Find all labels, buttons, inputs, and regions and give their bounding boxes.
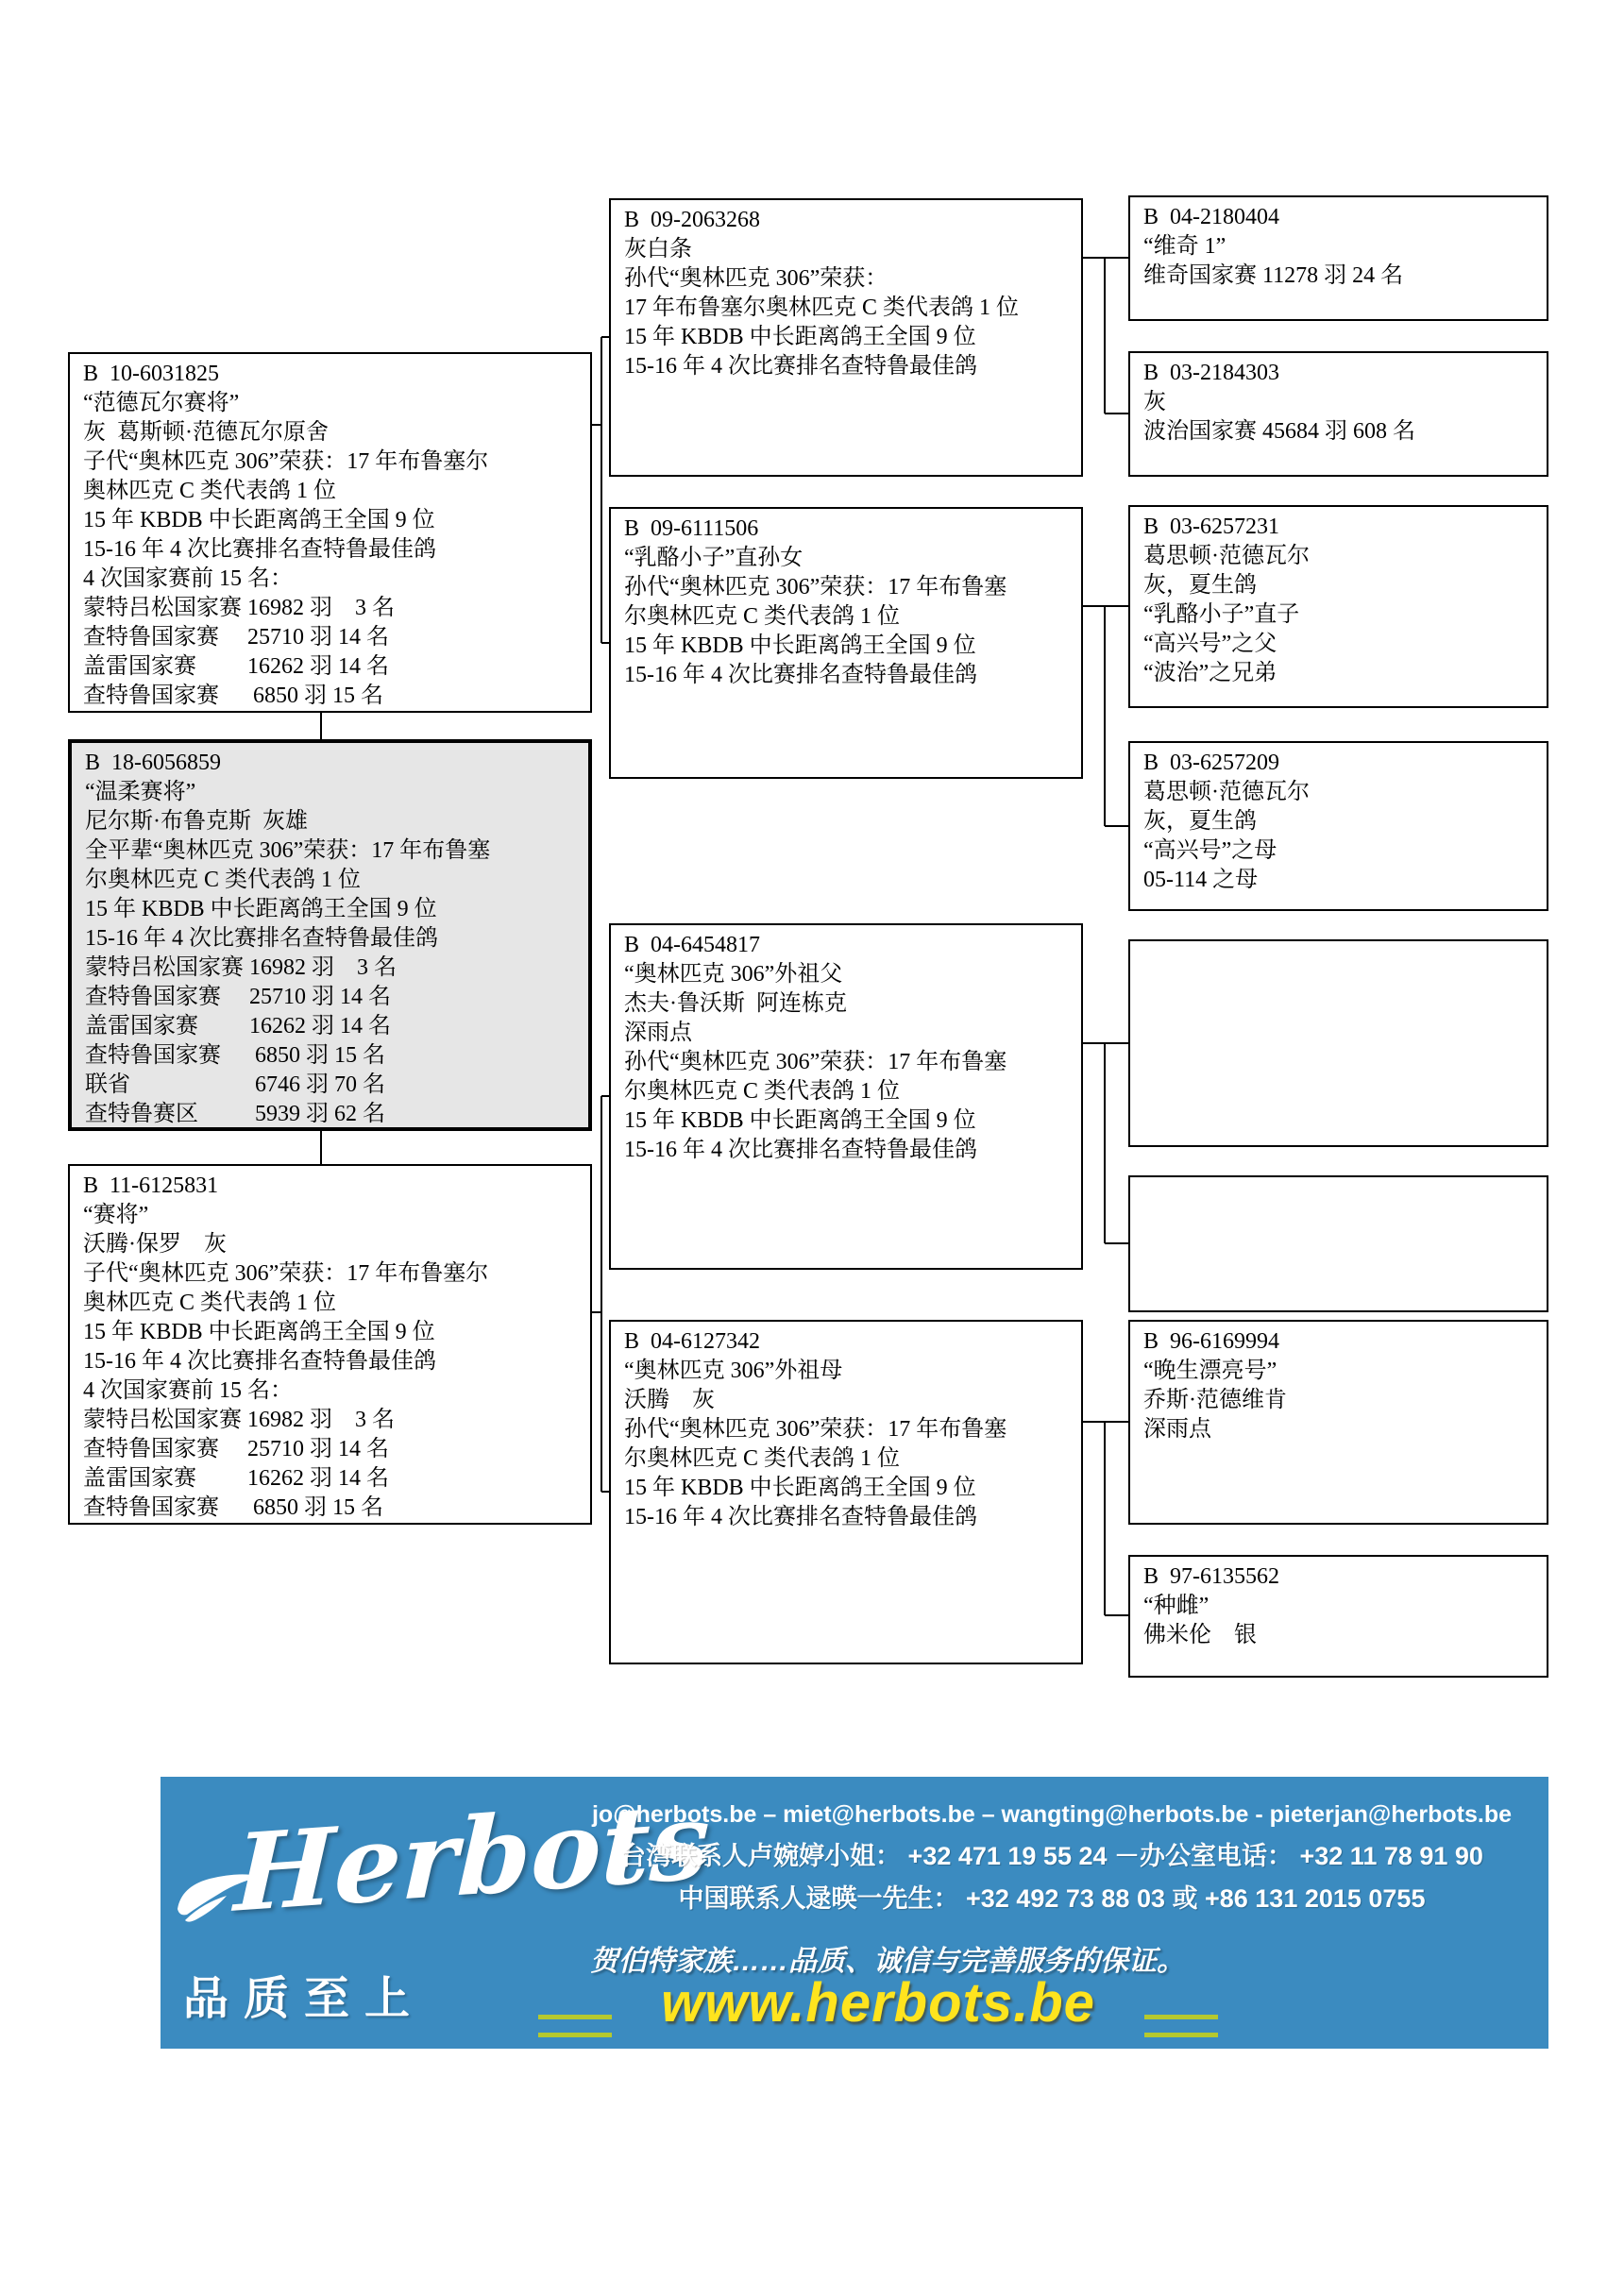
pedigree-text-line: “范德瓦尔赛将” — [83, 391, 240, 415]
herbots-logo: Herbots — [232, 1779, 712, 1936]
pedigree-text-line: “赛将” — [83, 1203, 149, 1227]
pedigree-text-line: 15-16 年 4 次比赛排名查特鲁最佳鸽 — [83, 1349, 436, 1374]
pedigree-box-b96-6169994 — [1128, 1320, 1548, 1525]
pedigree-text-line: B 03-6257209 — [1143, 751, 1279, 775]
pedigree-box-b04-2180404 — [1128, 195, 1548, 321]
pedigree-text-line: 查特鲁国家赛 6850 羽 15 名 — [83, 684, 383, 708]
pedigree-box-b10-6031825 — [68, 352, 592, 713]
banner-slogan-cn: 品质至上 — [183, 1974, 426, 2024]
pedigree-text-line: B 97-6135562 — [1143, 1564, 1279, 1589]
pedigree-text-line: 灰 — [1143, 390, 1166, 414]
pedigree-text-line: “种雌” — [1143, 1594, 1210, 1618]
pedigree-text-line: “奥林匹克 306”外祖父 — [624, 962, 843, 987]
pedigree-text-line: 深雨点 — [1143, 1417, 1211, 1442]
pedigree-text-line: 15 年 KBDB 中长距离鸽王全国 9 位 — [624, 1108, 976, 1133]
pedigree-text-line: “维奇 1” — [1143, 234, 1226, 259]
pedigree-text-line: 尔奥林匹克 C 类代表鸽 1 位 — [85, 868, 362, 892]
pedigree-text-line: 子代“奥林匹克 306”荣获：17 年布鲁塞尔 — [83, 1261, 489, 1286]
pedigree-text-line: 子代“奥林匹克 306”荣获：17 年布鲁塞尔 — [83, 449, 489, 474]
pedigree-text-line: 蒙特吕松国家赛 16982 羽 3 名 — [85, 955, 397, 980]
pedigree-text-line: 17 年布鲁塞尔奥林匹克 C 类代表鸽 1 位 — [624, 295, 1020, 320]
pedigree-text-line: 孙代“奥林匹克 306”荣获：17 年布鲁塞 — [624, 1050, 1007, 1074]
pedigree-text-line: 沃腾·保罗 灰 — [83, 1232, 227, 1257]
pedigree-text-line: 4 次国家赛前 15 名： — [83, 566, 293, 591]
pedigree-text-line: B 18-6056859 — [85, 751, 221, 775]
pedigree-text-line: 佛米伦 银 — [1143, 1623, 1257, 1647]
pedigree-text-line: 查特鲁国家赛 25710 羽 14 名 — [83, 625, 389, 650]
pedigree-text-line: 15-16 年 4 次比赛排名查特鲁最佳鸽 — [624, 663, 977, 687]
pedigree-text-line: 灰，夏生鸽 — [1143, 809, 1257, 834]
pedigree-text-line: 沃腾 灰 — [624, 1388, 715, 1412]
pedigree-text-line: 尔奥林匹克 C 类代表鸽 1 位 — [624, 1446, 901, 1471]
pedigree-text-line: 孙代“奥林匹克 306”荣获：17 年布鲁塞 — [624, 575, 1007, 599]
pedigree-box-b04-6127342 — [609, 1320, 1083, 1664]
pedigree-box-b09-6111506 — [609, 507, 1083, 779]
herbots-banner — [161, 1777, 1548, 2049]
pedigree-text-line: 奥林匹克 C 类代表鸽 1 位 — [83, 1291, 337, 1315]
pedigree-text-line: 15-16 年 4 次比赛排名查特鲁最佳鸽 — [624, 1505, 977, 1529]
pedigree-box-b04-6454817 — [609, 923, 1083, 1270]
pedigree-text-line: 查特鲁国家赛 25710 羽 14 名 — [83, 1437, 389, 1461]
pedigree-text-line: 15 年 KBDB 中长距离鸽王全国 9 位 — [624, 1476, 976, 1500]
pedigree-text-line: 尔奥林匹克 C 类代表鸽 1 位 — [624, 604, 901, 629]
pedigree-text-line: B 04-6127342 — [624, 1329, 760, 1354]
pedigree-text-line: 乔斯·范德维肯 — [1143, 1388, 1287, 1412]
pedigree-box-b03-6257209 — [1128, 741, 1548, 911]
pedigree-text-line: “波治”之兄弟 — [1143, 661, 1277, 685]
pedigree-text-line: 15-16 年 4 次比赛排名查特鲁最佳鸽 — [624, 1138, 977, 1162]
pedigree-text-line: 灰 葛斯顿·范德瓦尔原舍 — [83, 420, 329, 445]
pedigree-text-line: “晚生漂亮号” — [1143, 1359, 1277, 1383]
pedigree-text-line: B 10-6031825 — [83, 362, 219, 386]
pedigree-box-empty-2 — [1128, 1175, 1548, 1312]
pedigree-text-line: 盖雷国家赛 16262 羽 14 名 — [83, 1466, 389, 1491]
banner-contact-taiwan: 台湾联系人卢婉婷小姐： +32 471 19 55 24 －办公室电话： +32 11 78 91 90 — [620, 1842, 1483, 1870]
pedigree-text-line: 尼尔斯·布鲁克斯 灰雄 — [85, 809, 308, 834]
pedigree-text-line: 15 年 KBDB 中长距离鸽王全国 9 位 — [624, 325, 976, 349]
pedigree-text-line: 15-16 年 4 次比赛排名查特鲁最佳鸽 — [83, 537, 436, 562]
pedigree-text-line: B 11-6125831 — [83, 1173, 219, 1198]
banner-website-url: www.herbots.be — [661, 1972, 1095, 2034]
decorative-dash-right-icon — [1144, 2015, 1218, 2037]
pedigree-text-line: 盖雷国家赛 16262 羽 14 名 — [85, 1014, 391, 1038]
pedigree-text-line: B 09-2063268 — [624, 208, 760, 232]
pedigree-text-line: 波治国家赛 45684 羽 608 名 — [1143, 419, 1415, 444]
pedigree-text-line: 15-16 年 4 次比赛排名查特鲁最佳鸽 — [624, 354, 977, 379]
pedigree-text-line: 05-114 之母 — [1143, 868, 1259, 892]
pedigree-text-line: 15 年 KBDB 中长距离鸽王全国 9 位 — [85, 897, 437, 921]
pedigree-text-line: B 04-6454817 — [624, 933, 760, 957]
pedigree-box-b03-6257231 — [1128, 505, 1548, 708]
pedigree-text-line: 蒙特吕松国家赛 16982 羽 3 名 — [83, 1408, 395, 1432]
pedigree-text-line: 联省 6746 羽 70 名 — [85, 1072, 385, 1097]
pedigree-text-line: “高兴号”之父 — [1143, 632, 1277, 656]
pedigree-text-line: 15 年 KBDB 中长距离鸽王全国 9 位 — [624, 633, 976, 658]
pedigree-text-line: B 04-2180404 — [1143, 205, 1279, 229]
pedigree-text-line: 15 年 KBDB 中长距离鸽王全国 9 位 — [83, 508, 435, 532]
pedigree-text-line: B 03-6257231 — [1143, 515, 1279, 539]
pedigree-text-line: 葛思顿·范德瓦尔 — [1143, 544, 1310, 568]
pedigree-box-b11-6125831 — [68, 1164, 592, 1525]
pedigree-text-line: “高兴号”之母 — [1143, 838, 1277, 863]
pedigree-text-line: “乳酪小子”直孙女 — [624, 546, 804, 570]
pedigree-text-line: 蒙特吕松国家赛 16982 羽 3 名 — [83, 596, 395, 620]
pedigree-text-line: 查特鲁赛区 5939 羽 62 名 — [85, 1102, 385, 1126]
pedigree-text-line: 全平辈“奥林匹克 306”荣获：17 年布鲁塞 — [85, 838, 491, 863]
pedigree-box-b03-2184303 — [1128, 351, 1548, 477]
pedigree-text-line: B 03-2184303 — [1143, 361, 1279, 385]
pedigree-text-line: “温柔赛将” — [85, 780, 196, 804]
pedigree-box-b09-2063268 — [609, 198, 1083, 477]
pedigree-box-b18-6056859-subject — [68, 739, 592, 1131]
banner-emails: jo@herbots.be – miet@herbots.be – wangting@herbots.be - pieterjan@herbots.be — [591, 1801, 1513, 1828]
pedigree-text-line: 灰白条 — [624, 237, 692, 262]
pedigree-text-line: 葛思顿·范德瓦尔 — [1143, 780, 1310, 804]
pedigree-text-line: 维奇国家赛 11278 羽 24 名 — [1143, 263, 1404, 288]
pedigree-text-line: 杰夫·鲁沃斯 阿连栋克 — [624, 991, 847, 1016]
pedigree-text-line: 灰，夏生鸽 — [1143, 573, 1257, 598]
pedigree-text-line: B 96-6169994 — [1143, 1329, 1279, 1354]
banner-contact-china: 中国联系人逯暎一先生： +32 492 73 88 03 或 +86 131 2015 0755 — [678, 1884, 1426, 1913]
pedigree-text-line: 尔奥林匹克 C 类代表鸽 1 位 — [624, 1079, 901, 1104]
pedigree-text-line: 查特鲁国家赛 25710 羽 14 名 — [85, 985, 391, 1009]
pedigree-text-line: 孙代“奥林匹克 306”荣获：17 年布鲁塞 — [624, 1417, 1007, 1442]
pedigree-text-line: 孙代“奥林匹克 306”荣获： — [624, 266, 888, 291]
pedigree-text-line: 15 年 KBDB 中长距离鸽王全国 9 位 — [83, 1320, 435, 1344]
pedigree-text-line: 15-16 年 4 次比赛排名查特鲁最佳鸽 — [85, 926, 438, 951]
pedigree-text-line: 查特鲁国家赛 6850 羽 15 名 — [83, 1495, 383, 1520]
pedigree-text-line: 4 次国家赛前 15 名： — [83, 1378, 293, 1403]
pedigree-text-line: 盖雷国家赛 16262 羽 14 名 — [83, 654, 389, 679]
banner-contact-block — [565, 1794, 1539, 1920]
pedigree-box-empty-1 — [1128, 939, 1548, 1147]
pedigree-text-line: 深雨点 — [624, 1021, 692, 1045]
banner-tagline: 贺伯特家族……品质、诚信与完善服务的保证。 — [590, 1946, 1185, 1977]
pedigree-text-line: 奥林匹克 C 类代表鸽 1 位 — [83, 479, 337, 503]
pedigree-text-line: “乳酪小子”直子 — [1143, 602, 1300, 627]
pedigree-text-line: B 09-6111506 — [624, 516, 759, 541]
pedigree-box-b97-6135562 — [1128, 1555, 1548, 1678]
pedigree-text-line: “奥林匹克 306”外祖母 — [624, 1359, 843, 1383]
pedigree-text-line: 查特鲁国家赛 6850 羽 15 名 — [85, 1043, 385, 1068]
